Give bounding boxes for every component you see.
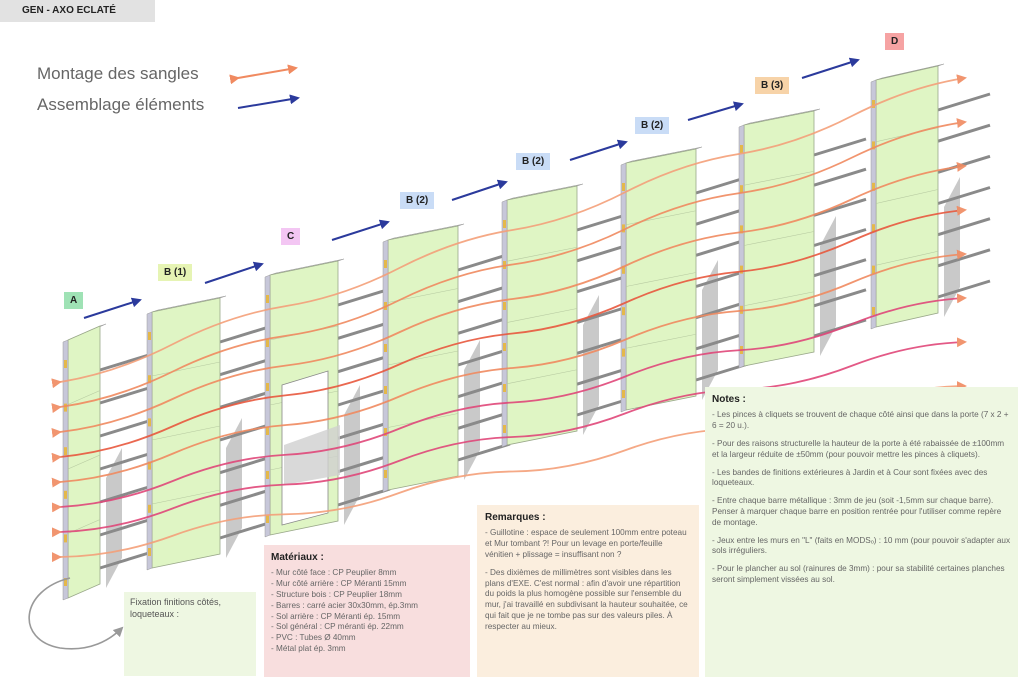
ratchet-clip [503,384,506,392]
metal-bar [220,391,272,407]
remarks-item: - Guillotine : espace de seulement 100mm entre poteau et Mur tombant ?! Pour un levage en porte/feuille vénitien + plissage = insuffisant non ? [485,528,687,559]
panel-shadow [226,418,242,558]
panel-shadow [106,448,122,588]
materials-item: - Sol général : CP méranti ép. 22mm [271,622,404,632]
ratchet-clip [148,548,151,556]
ratchet-clip [384,344,387,352]
ratchet-clip [872,266,875,274]
wall-panel [739,109,866,368]
ratchet-clip [384,470,387,478]
ratchet-clip [503,343,506,351]
metal-bar [938,94,990,110]
panel-tag-d: D [885,33,904,50]
ratchet-clip [64,491,67,499]
panel-side-edge [739,125,744,368]
notes-item: - Pour le plancher au sol (rainures de 3mm) : pour sa stabilité certaines planches seront simplement vissées au sol. [712,564,1005,585]
assembly-arrow [688,104,742,120]
ratchet-clip [503,302,506,310]
remarks-box [477,505,699,677]
remarks-item: - Des dixièmes de millimètres sont visibles dans les plans d'EXE. C'est normal : afin d'avoir une répartition du poids la plus homogène possible sur l'ensemble du mur, j'ai travaillé en subdivisant la hauteur souhaitée, ce qui fait que je ne tombe pas sur des valeurs piles. À respecter au mieux. [485,567,688,631]
panel-side-edge [63,340,68,600]
materials-item: - PVC : Tubes Ø 40mm [271,633,356,643]
wall-panel [383,224,510,492]
notes-item: - Les bandes de finitions extérieures à Jardin et à Cour sont fixées avec des loqueteaux. [712,467,988,488]
ratchet-clip [266,515,269,523]
notes-item: - Les pinces à cliquets se trouvent de chaque côté ainsi que dans la porte (7 x 2 + 6 = 20 u.). [712,410,1009,431]
panel-side-edge [621,163,626,412]
ratchet-clip [740,145,743,153]
ratchet-clip [384,260,387,268]
materials-box [264,545,470,677]
metal-bar [220,424,272,440]
panel-tag-b2-3: B (2) [635,117,669,134]
panel-tag-b2-1: B (2) [400,192,434,209]
header-title: GEN - AXO ECLATÉ [0,0,155,22]
ratchet-clip [148,332,151,340]
ratchet-clip [503,220,506,228]
assembly-arrow [452,182,506,200]
panel-tag-b2-2: B (2) [516,153,550,170]
materials-item: - Métal plat ép. 3mm [271,643,346,653]
notes-item: - Entre chaque barre métallique : 3mm de jeu (soit -1,5mm sur chaque barre). Penser à marquer chaque barre en position rentrée pour l'utiliser comme repère de montage. [712,496,1002,527]
panel-tag-c: C [281,228,300,245]
metal-bar [938,188,990,204]
materials-item: - Barres : carré acier 30x30mm, ép.3mm [271,600,418,610]
metal-bar [814,139,866,155]
ratchet-clip [64,447,67,455]
materials-item: - Mur côté face : CP Peuplier 8mm [271,568,397,578]
remarks-title: Remarques : [485,512,546,523]
panel-tag-a: A [64,292,83,309]
materials-item: - Mur côté arrière : CP Méranti 15mm [271,579,407,589]
ratchet-clip [622,183,625,191]
ratchet-clip [872,307,875,315]
notes-item: - Pour des raisons structurelle la hauteur de la porte à été rabaissée de ±100mm et la largeur réduite de ±50mm (pour pouvoir mettre les pinces à cliquets). [712,438,1005,459]
strap-legend-arrow [238,68,296,78]
assembly-legend-arrow [238,98,298,108]
fixation-label: Fixation finitions côtés, loqueteaux : [130,597,222,619]
wall-panel [265,259,390,537]
metal-bar [100,354,152,370]
ratchet-clip [148,418,151,426]
ratchet-clip [148,505,151,513]
metal-bar [938,125,990,141]
ratchet-clip [266,295,269,303]
fixation-box [124,592,256,676]
metal-bar [938,156,990,172]
panel-side-edge [383,240,388,492]
ratchet-clip [503,425,506,433]
wall-panel [871,64,990,329]
ratchet-clip [266,471,269,479]
ratchet-clip [266,427,269,435]
notes-box [705,387,1018,677]
legend-assembly-label: Assemblage éléments [37,95,205,114]
wall-panel [63,324,152,600]
assembly-arrow [84,300,140,318]
panel-side-edge [265,275,270,537]
panel-tag-b1: B (1) [158,264,192,281]
panel-shadow [344,385,360,525]
wall-panel [621,147,748,412]
assembly-arrow [570,142,626,160]
materials-item: - Sol arrière : CP Méranti ép. 15mm [271,611,401,621]
metal-bar [100,453,152,469]
panel-side-edge [147,312,152,570]
metal-bar [338,322,390,338]
assembly-arrow [332,222,388,240]
panel-side-edge [871,80,876,329]
wall-panel [147,296,272,570]
ratchet-clip [384,386,387,394]
ratchet-clip [266,383,269,391]
materials-item: - Structure bois : CP Peuplier 18mm [271,589,402,599]
panel-tag-b3: B (3) [755,77,789,94]
materials-title: Matériaux : [271,552,324,563]
assembly-arrow [802,60,858,78]
ratchet-clip [622,307,625,315]
notes-title: Notes : [712,394,746,405]
ratchet-clip [64,360,67,368]
notes-item: - Jeux entre les murs en "L" (faits en MODSₒ) : 10 mm (pour pouvoir s'adapter aux sols irréguliers. [712,535,1011,556]
ratchet-clip [64,534,67,542]
legend-strap-label: Montage des sangles [37,64,199,83]
ratchet-clip [622,349,625,357]
panel-side-edge [502,200,507,447]
assembly-arrow [205,264,262,283]
ratchet-clip [266,339,269,347]
metal-bar [100,387,152,403]
ratchet-clip [622,390,625,398]
wall-panel [502,184,629,447]
ratchet-clip [64,404,67,412]
metal-bar [338,356,390,372]
